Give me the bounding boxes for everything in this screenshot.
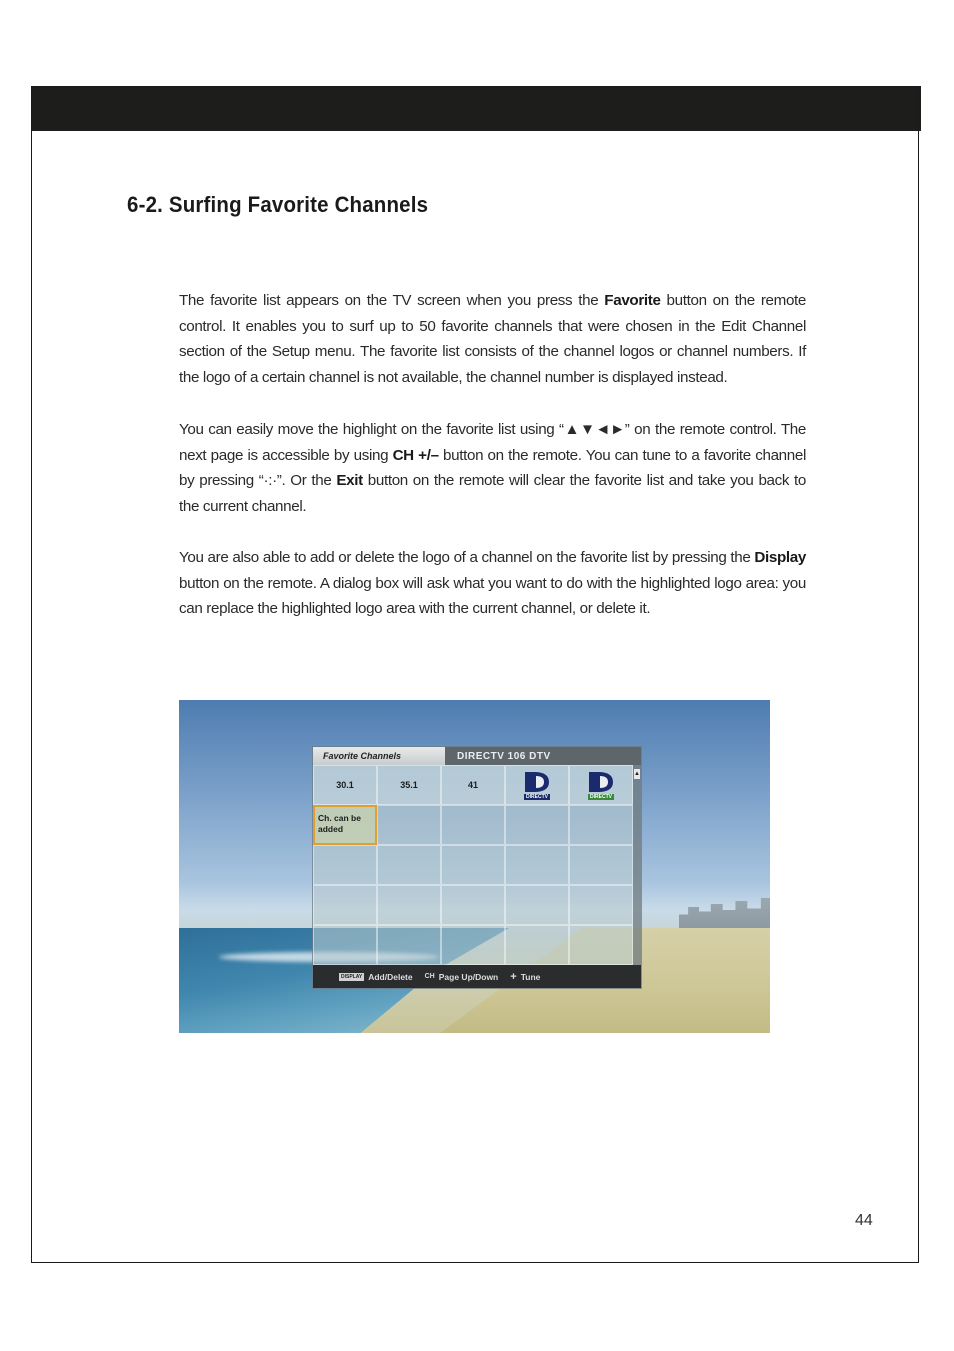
channel-cell[interactable]: 30.1: [313, 765, 377, 805]
add-delete-label: Add/Delete: [368, 971, 413, 982]
scroll-up-arrow-icon[interactable]: ▲: [634, 771, 640, 777]
channel-cell-logo[interactable]: [505, 765, 569, 805]
empty-cell[interactable]: [505, 925, 569, 965]
empty-cell[interactable]: [313, 925, 377, 965]
page-updown-label: Page Up/Down: [438, 971, 499, 982]
empty-cell[interactable]: [377, 805, 441, 845]
empty-cell[interactable]: [313, 885, 377, 925]
p1-text-b: button on the remote control. It enables you to surf up to 50 favorite channels that were chosen in the Edit Channel section of the Setup menu. The favorite list consists of the channel logos or channel numbers. If the logo of a certain channel is not available, the channel number is displayed instead.: [179, 292, 807, 387]
page-hint: [425, 972, 499, 982]
channel-grid: [313, 765, 633, 965]
empty-cell[interactable]: [377, 925, 441, 965]
empty-cell[interactable]: [441, 885, 505, 925]
select-cross-icon: +: [510, 970, 517, 983]
empty-cell[interactable]: [441, 805, 505, 845]
empty-cell[interactable]: [505, 885, 569, 925]
paragraph-navigation: [179, 417, 806, 520]
empty-cell[interactable]: [505, 805, 569, 845]
directv-logo-icon: [579, 767, 623, 803]
display-button-term: Display: [754, 549, 806, 566]
favorite-button-term: Favorite: [604, 292, 661, 309]
select-icon: ·:·: [263, 472, 277, 490]
channel-rocker-icon: CH: [424, 973, 435, 980]
channel-cell[interactable]: 41: [441, 765, 505, 805]
empty-cell[interactable]: [377, 885, 441, 925]
page-frame: [31, 86, 919, 1263]
empty-cell[interactable]: [569, 845, 633, 885]
section-title: 6-2. Surfing Favorite Channels: [127, 192, 429, 217]
add-delete-hint: [339, 972, 413, 982]
tune-hint: [510, 972, 540, 982]
city-skyline: [679, 898, 770, 928]
channel-cell-logo[interactable]: [569, 765, 633, 805]
favorite-channels-panel: [312, 746, 642, 989]
p3-text-a: You are also able to add or delete the logo of a channel on the favorite list by pressing the: [179, 549, 755, 566]
ch-button-term: CH +/–: [392, 446, 439, 464]
paragraph-favorite-list: [179, 288, 806, 391]
tv-screenshot: [179, 700, 770, 1033]
empty-cell[interactable]: [441, 845, 505, 885]
p2-text-b: button on the remote. You can tune to a favorite channel by pressing “: [179, 446, 806, 490]
tab-favorite-channels[interactable]: Favorite Channels: [313, 747, 445, 765]
current-channel-info: DIRECTV 106 DTV: [445, 747, 641, 765]
empty-cell[interactable]: [313, 845, 377, 885]
panel-header: [313, 747, 641, 765]
tune-label: Tune: [520, 971, 541, 982]
p2-text-c: ”. Or the: [276, 472, 337, 490]
channel-cell[interactable]: 35.1: [377, 765, 441, 805]
page-number: 44: [855, 1212, 873, 1229]
p3-text-b: button on the remote. A dialog box will ask what you want to do with the highlighted logo area: you can replace the highlighted logo area with the current channel, or delete it.: [179, 574, 806, 618]
empty-cell[interactable]: [569, 925, 633, 965]
p2-text-a: You can easily move the highlight on the favorite list using “▲▼◄►” on the remote control. The next page is accessible by using: [179, 421, 806, 464]
empty-cell[interactable]: [441, 925, 505, 965]
directv-logo-icon: [515, 767, 559, 803]
empty-cell[interactable]: [377, 845, 441, 885]
p2-text-d: button on the remote will clear the favorite list and take you back to the current channel.: [179, 472, 807, 516]
scrollbar[interactable]: [633, 765, 641, 965]
p1-text-a: The favorite list appears on the TV screen when you press the: [179, 292, 605, 309]
empty-cell[interactable]: [569, 805, 633, 845]
exit-button-term: Exit: [336, 472, 363, 490]
display-button-icon: DISPLAY: [341, 973, 363, 980]
panel-footer: [313, 965, 641, 988]
logo-label: DIRECTV: [526, 793, 548, 800]
logo-label: DIRECTV: [590, 793, 612, 800]
empty-cell[interactable]: [505, 845, 569, 885]
paragraph-display: [179, 545, 806, 622]
selected-cell[interactable]: Ch. can be added: [313, 805, 377, 845]
empty-cell[interactable]: [569, 885, 633, 925]
